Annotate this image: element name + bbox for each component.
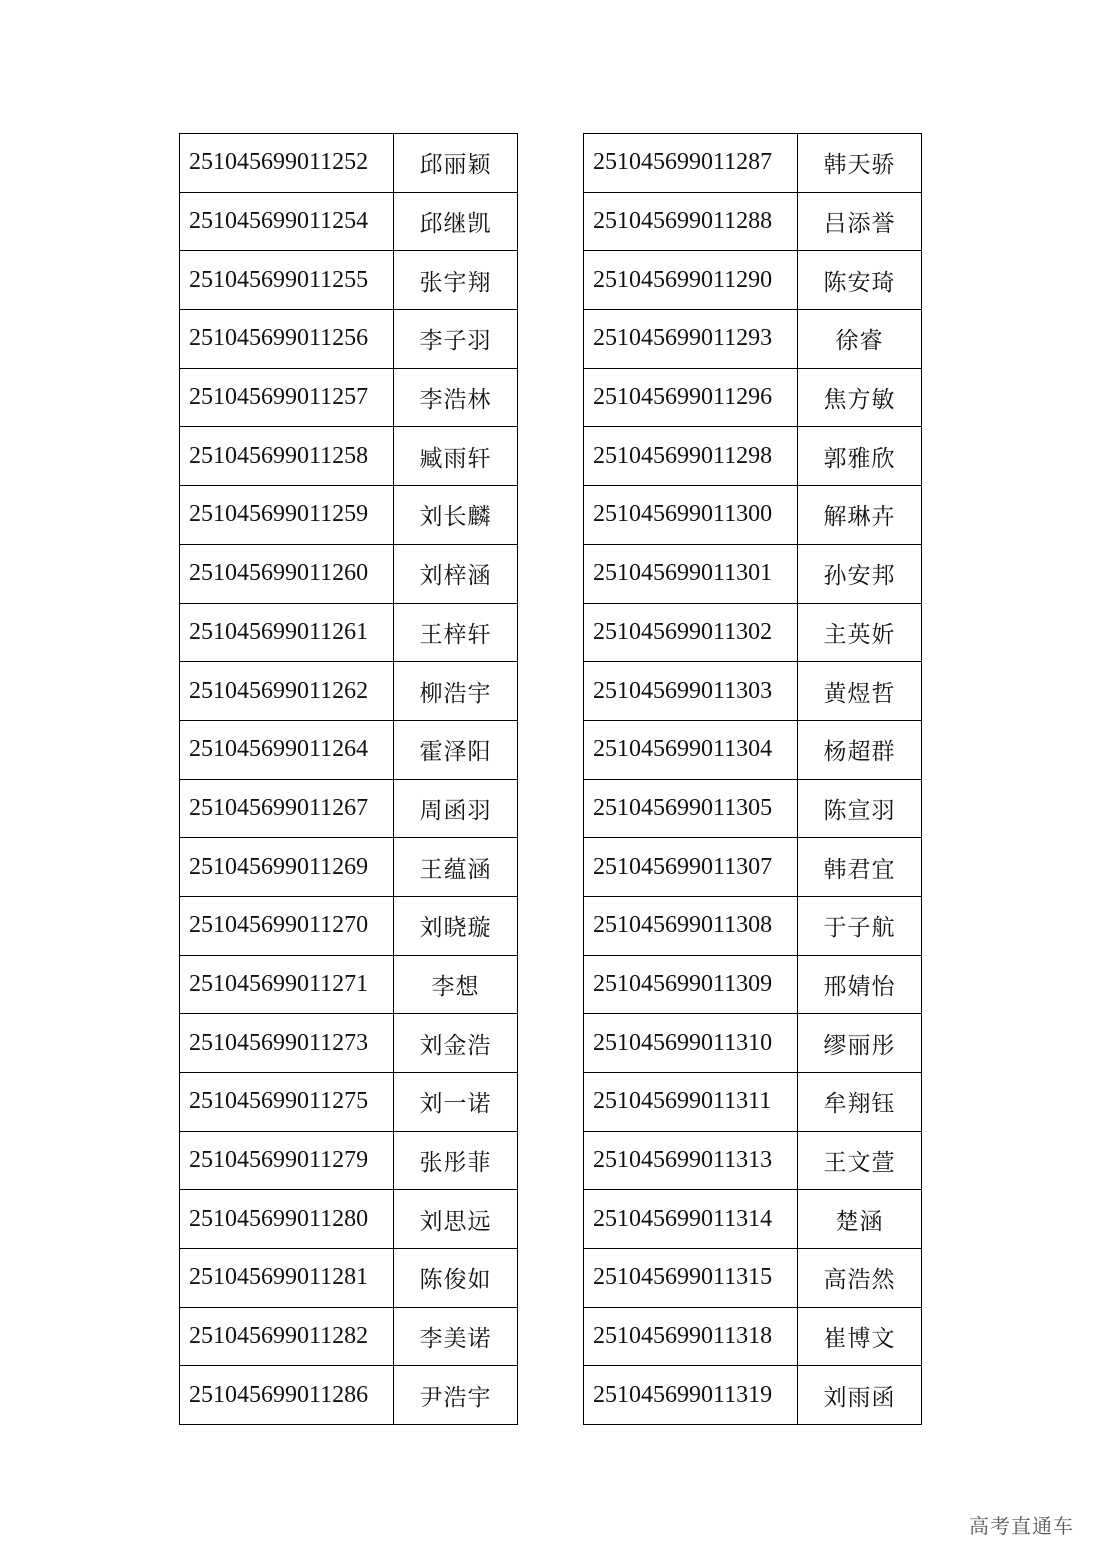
- right-roster-table: [583, 133, 922, 1425]
- student-name-cell: 于子航: [798, 896, 922, 955]
- exam-id-cell: 251045699011301: [584, 544, 798, 603]
- table-row: [180, 603, 518, 662]
- student-name-cell: 张彤菲: [394, 1131, 518, 1190]
- exam-id-cell: 251045699011256: [180, 310, 394, 369]
- table-row: [584, 368, 922, 427]
- table-row: [180, 192, 518, 251]
- table-row: [180, 1190, 518, 1249]
- exam-id-cell: 251045699011313: [584, 1131, 798, 1190]
- table-row: [584, 1073, 922, 1132]
- student-name-cell: 王蕴涵: [394, 838, 518, 897]
- exam-id-cell: 251045699011258: [180, 427, 394, 486]
- student-name-cell: 邱继凯: [394, 192, 518, 251]
- student-name-cell: 吕添誉: [798, 192, 922, 251]
- table-row: [180, 1073, 518, 1132]
- exam-id-cell: 251045699011305: [584, 779, 798, 838]
- exam-id-cell: 251045699011279: [180, 1131, 394, 1190]
- student-name-cell: 徐睿: [798, 310, 922, 369]
- exam-id-cell: 251045699011318: [584, 1307, 798, 1366]
- left-roster-table: [179, 133, 518, 1425]
- student-name-cell: 邱丽颖: [394, 134, 518, 193]
- table-row: [180, 720, 518, 779]
- student-name-cell: 缪丽彤: [798, 1014, 922, 1073]
- table-row: [584, 544, 922, 603]
- exam-id-cell: 251045699011319: [584, 1366, 798, 1425]
- exam-id-cell: 251045699011302: [584, 603, 798, 662]
- table-row: [584, 251, 922, 310]
- student-name-cell: 刘金浩: [394, 1014, 518, 1073]
- student-name-cell: 刘雨函: [798, 1366, 922, 1425]
- exam-id-cell: 251045699011296: [584, 368, 798, 427]
- table-row: [584, 486, 922, 545]
- student-name-cell: 韩天骄: [798, 134, 922, 193]
- exam-id-cell: 251045699011293: [584, 310, 798, 369]
- student-name-cell: 周函羽: [394, 779, 518, 838]
- student-name-cell: 解琳卉: [798, 486, 922, 545]
- right-roster-body: [584, 134, 922, 1425]
- exam-id-cell: 251045699011307: [584, 838, 798, 897]
- exam-id-cell: 251045699011252: [180, 134, 394, 193]
- table-row: [584, 896, 922, 955]
- table-row: [584, 720, 922, 779]
- exam-id-cell: 251045699011273: [180, 1014, 394, 1073]
- table-row: [584, 838, 922, 897]
- exam-id-cell: 251045699011287: [584, 134, 798, 193]
- table-row: [584, 1249, 922, 1308]
- student-name-cell: 陈俊如: [394, 1249, 518, 1308]
- exam-id-cell: 251045699011308: [584, 896, 798, 955]
- table-row: [584, 1190, 922, 1249]
- exam-id-cell: 251045699011257: [180, 368, 394, 427]
- student-name-cell: 黄煜哲: [798, 662, 922, 721]
- exam-id-cell: 251045699011262: [180, 662, 394, 721]
- table-row: [180, 1366, 518, 1425]
- student-name-cell: 孙安邦: [798, 544, 922, 603]
- student-name-cell: 陈宣羽: [798, 779, 922, 838]
- table-row: [584, 192, 922, 251]
- student-name-cell: 刘长麟: [394, 486, 518, 545]
- table-row: [180, 310, 518, 369]
- student-name-cell: 邢婧怡: [798, 955, 922, 1014]
- table-row: [180, 1307, 518, 1366]
- table-row: [584, 662, 922, 721]
- student-name-cell: 高浩然: [798, 1249, 922, 1308]
- exam-id-cell: 251045699011286: [180, 1366, 394, 1425]
- table-row: [584, 1131, 922, 1190]
- table-row: [584, 955, 922, 1014]
- student-name-cell: 李想: [394, 955, 518, 1014]
- table-row: [180, 427, 518, 486]
- student-name-cell: 牟翔钰: [798, 1073, 922, 1132]
- table-row: [180, 1131, 518, 1190]
- student-name-cell: 刘晓璇: [394, 896, 518, 955]
- exam-id-cell: 251045699011259: [180, 486, 394, 545]
- exam-id-cell: 251045699011303: [584, 662, 798, 721]
- table-row: [180, 486, 518, 545]
- student-name-cell: 陈安琦: [798, 251, 922, 310]
- exam-id-cell: 251045699011298: [584, 427, 798, 486]
- student-name-cell: 韩君宜: [798, 838, 922, 897]
- student-name-cell: 杨超群: [798, 720, 922, 779]
- exam-id-cell: 251045699011280: [180, 1190, 394, 1249]
- table-row: [180, 368, 518, 427]
- exam-id-cell: 251045699011304: [584, 720, 798, 779]
- exam-id-cell: 251045699011314: [584, 1190, 798, 1249]
- exam-id-cell: 251045699011281: [180, 1249, 394, 1308]
- student-name-cell: 李浩林: [394, 368, 518, 427]
- table-row: [584, 134, 922, 193]
- student-name-cell: 刘思远: [394, 1190, 518, 1249]
- student-name-cell: 楚涵: [798, 1190, 922, 1249]
- student-name-cell: 王梓轩: [394, 603, 518, 662]
- student-name-cell: 郭雅欣: [798, 427, 922, 486]
- table-row: [180, 1249, 518, 1308]
- table-row: [584, 779, 922, 838]
- table-row: [584, 310, 922, 369]
- left-roster-body: [180, 134, 518, 1425]
- table-row: [180, 955, 518, 1014]
- exam-id-cell: 251045699011290: [584, 251, 798, 310]
- table-row: [180, 838, 518, 897]
- table-row: [180, 662, 518, 721]
- student-name-cell: 张宇翔: [394, 251, 518, 310]
- student-name-cell: 崔博文: [798, 1307, 922, 1366]
- student-name-cell: 刘梓涵: [394, 544, 518, 603]
- exam-id-cell: 251045699011269: [180, 838, 394, 897]
- exam-id-cell: 251045699011254: [180, 192, 394, 251]
- table-row: [584, 1366, 922, 1425]
- exam-id-cell: 251045699011264: [180, 720, 394, 779]
- table-row: [584, 1014, 922, 1073]
- student-name-cell: 李美诺: [394, 1307, 518, 1366]
- exam-id-cell: 251045699011300: [584, 486, 798, 545]
- table-row: [180, 896, 518, 955]
- student-name-cell: 刘一诺: [394, 1073, 518, 1132]
- exam-id-cell: 251045699011311: [584, 1073, 798, 1132]
- student-name-cell: 主英妡: [798, 603, 922, 662]
- table-row: [584, 427, 922, 486]
- exam-id-cell: 251045699011310: [584, 1014, 798, 1073]
- student-name-cell: 臧雨轩: [394, 427, 518, 486]
- exam-id-cell: 251045699011261: [180, 603, 394, 662]
- exam-id-cell: 251045699011315: [584, 1249, 798, 1308]
- exam-id-cell: 251045699011260: [180, 544, 394, 603]
- student-name-cell: 焦方敏: [798, 368, 922, 427]
- student-name-cell: 霍泽阳: [394, 720, 518, 779]
- student-name-cell: 王文萱: [798, 1131, 922, 1190]
- table-row: [584, 1307, 922, 1366]
- table-row: [180, 1014, 518, 1073]
- exam-id-cell: 251045699011309: [584, 955, 798, 1014]
- table-row: [180, 134, 518, 193]
- exam-id-cell: 251045699011282: [180, 1307, 394, 1366]
- exam-id-cell: 251045699011288: [584, 192, 798, 251]
- exam-id-cell: 251045699011270: [180, 896, 394, 955]
- exam-id-cell: 251045699011275: [180, 1073, 394, 1132]
- student-name-cell: 尹浩宇: [394, 1366, 518, 1425]
- exam-id-cell: 251045699011255: [180, 251, 394, 310]
- exam-id-cell: 251045699011271: [180, 955, 394, 1014]
- exam-id-cell: 251045699011267: [180, 779, 394, 838]
- table-row: [584, 603, 922, 662]
- table-row: [180, 544, 518, 603]
- table-row: [180, 251, 518, 310]
- student-name-cell: 柳浩宇: [394, 662, 518, 721]
- watermark-text: 高考直通车: [969, 1514, 1074, 1538]
- student-name-cell: 李子羽: [394, 310, 518, 369]
- table-row: [180, 779, 518, 838]
